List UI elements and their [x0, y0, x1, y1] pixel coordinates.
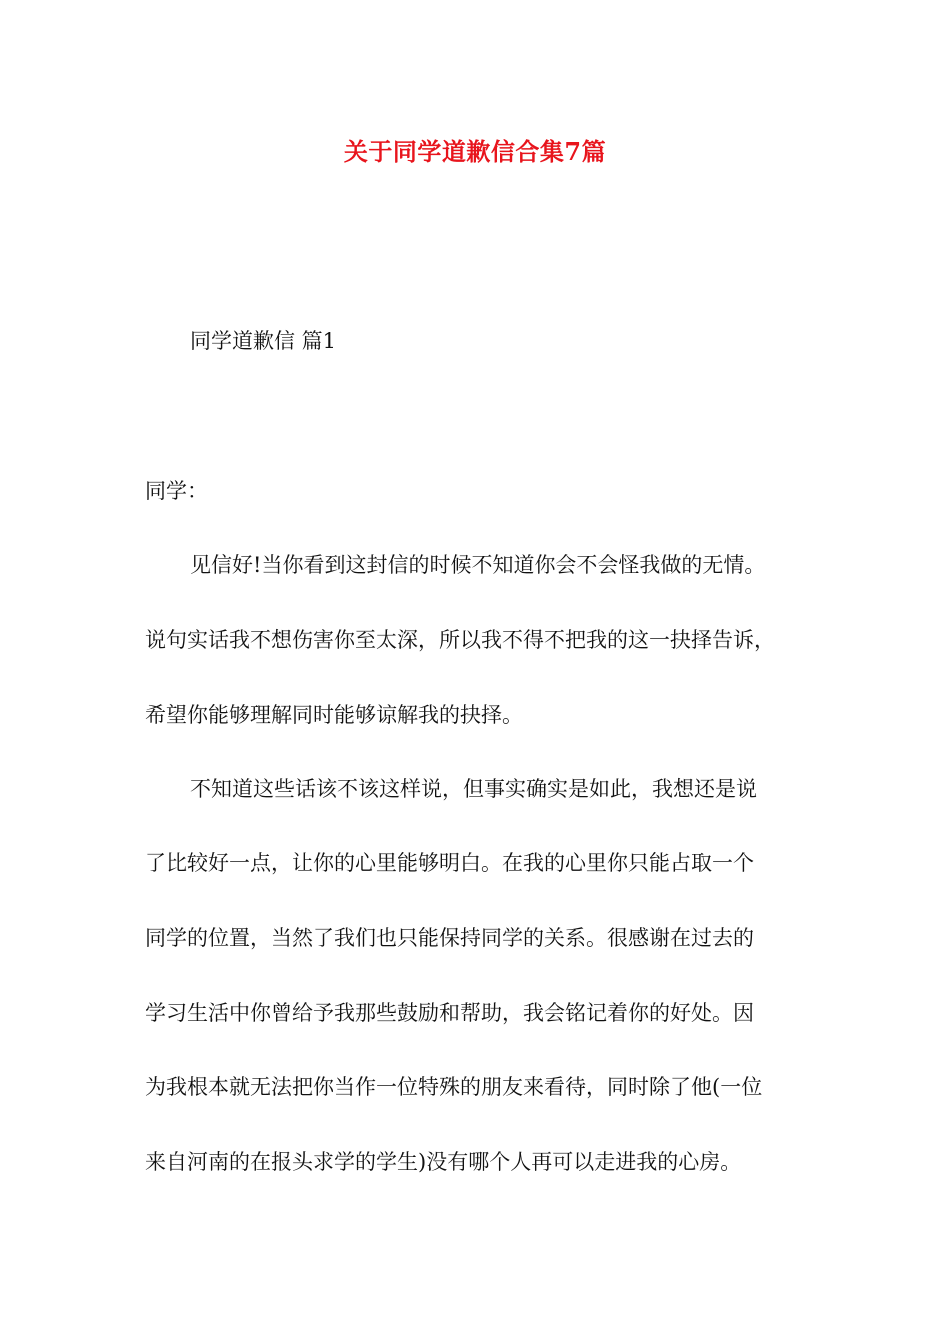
- body-line: 了比较好一点，让你的心里能够明白。在我的心里你只能占取一个: [145, 851, 754, 875]
- body-line: 来自河南的在报头求学的学生)没有哪个人再可以走进我的心房。: [145, 1150, 742, 1174]
- body-line: 见信好!当你看到这封信的时候不知道你会不会怪我做的无情。: [190, 553, 766, 577]
- body-line: 同学的位置，当然了我们也只能保持同学的关系。很感谢在过去的: [145, 926, 754, 950]
- document-title: 关于同学道歉信合集7篇: [343, 137, 607, 166]
- body-line: 为我根本就无法把你当作一位特殊的朋友来看待，同时除了他(一位: [145, 1075, 763, 1099]
- section-heading: 同学道歉信 篇1: [190, 329, 337, 353]
- body-line: 不知道这些话该不该这样说，但事实确实是如此，我想还是说: [190, 777, 757, 801]
- body-line: 说句实话我不想伤害你至太深，所以我不得不把我的这一抉择告诉，: [145, 628, 775, 652]
- body-line: 希望你能够理解同时能够谅解我的抉择。: [145, 703, 523, 727]
- body-line: 学习生活中你曾给予我那些鼓励和帮助，我会铭记着你的好处。因: [145, 1001, 754, 1025]
- salutation: 同学：: [145, 479, 208, 503]
